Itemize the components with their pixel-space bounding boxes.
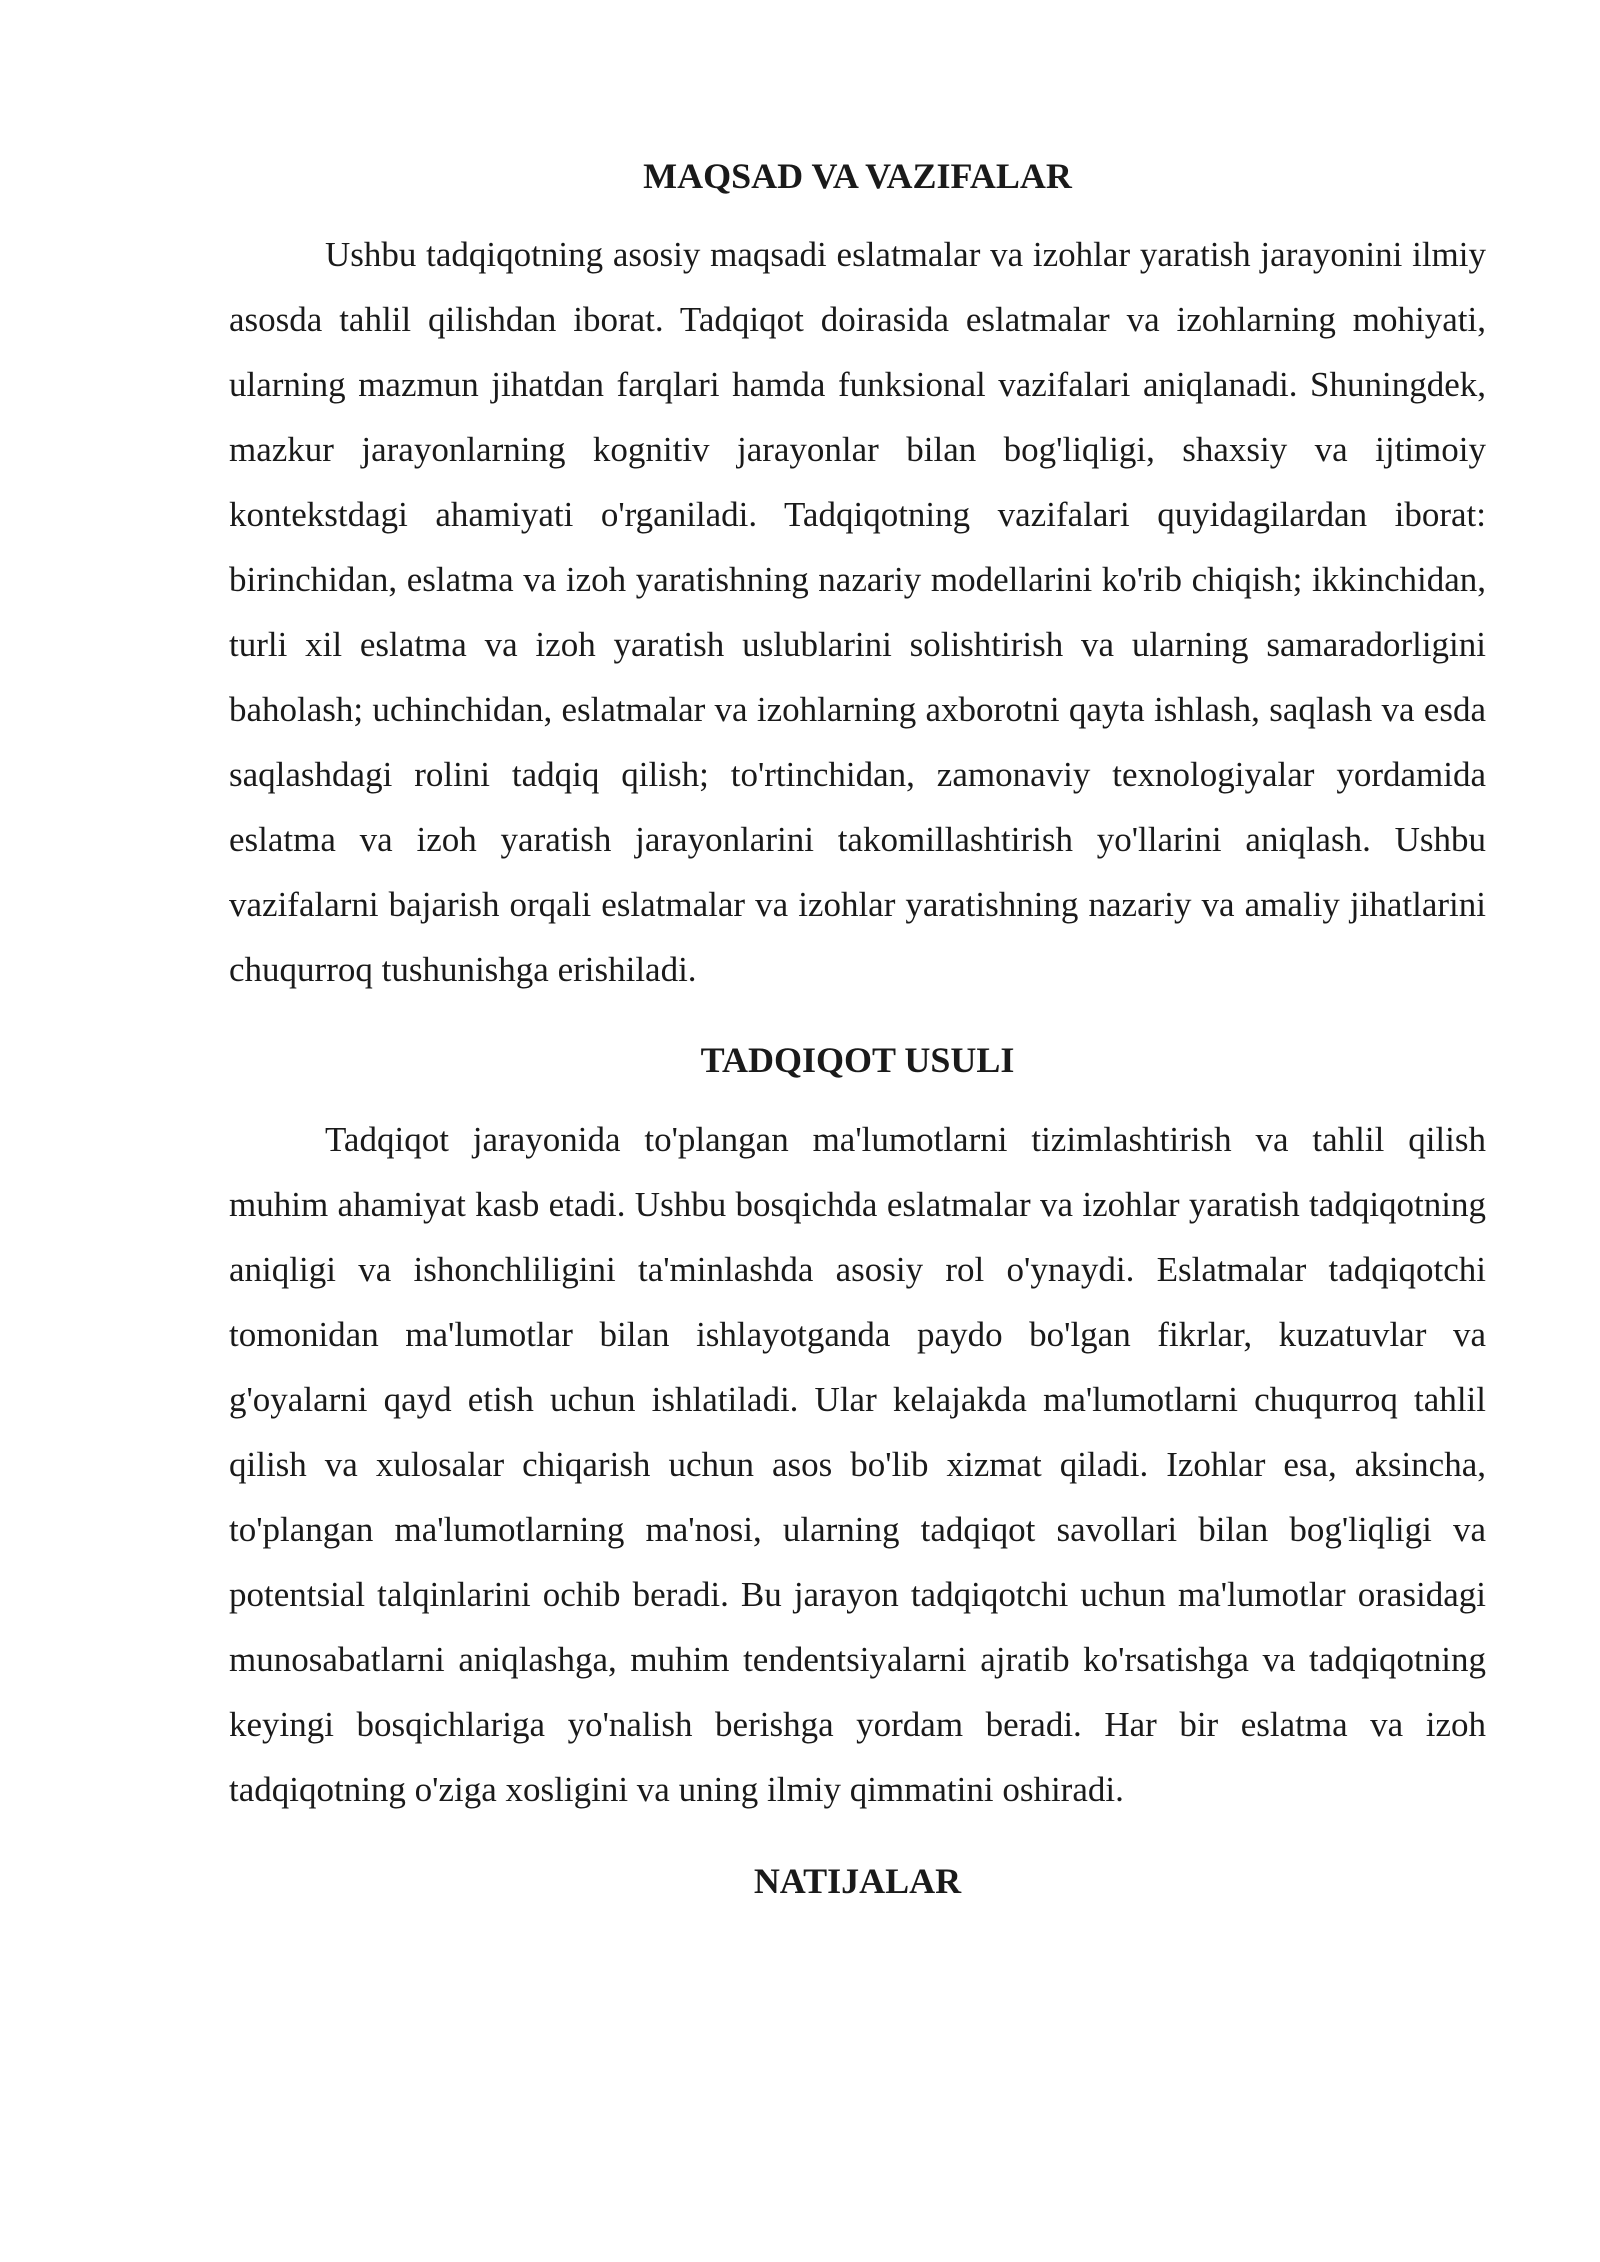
document-page bbox=[229, 150, 1486, 1907]
section-heading-usul: TADQIQOT USULI bbox=[700, 1040, 1015, 1080]
section-paragraph-maqsad: Ushbu tadqiqotning asosiy maqsadi eslatmalar va izohlar yaratish jarayonini ilmiy asosda tahlil qilishdan iborat. Tadqiqot doirasida eslatmalar va izohlarning mohiyati, ularning mazmun jihatdan farqlari hamda funksional vazifalari aniqlanadi. Shuningdek, mazkur jarayonlarning kognitiv jarayonlar bilan bog'liqligi, shaxsiy va ijtimoiy kontekstdagi ahamiyati o'rganiladi. Tadqiqotning vazifalari quyidagilardan iborat: birinchidan, eslatma va izoh yaratishning nazariy modellarini ko'rib chiqish; ikkinchidan, turli xil eslatma va izoh yaratish uslublarini solishtirish va ularning samaradorligini baholash; uchinchidan, eslatmalar va izohlarning axborotni qayta ishlash, saqlash va esda saqlashdagi rolini tadqiq qilish; to'rtinchidan, zamonaviy texnologiyalar yordamida eslatma va izoh yaratish jarayonlarini takomillashtirish yo'llarini aniqlash. Ushbu vazifalarni bajarish orqali eslatmalar va izohlar yaratishning nazariy va amaliy jihatlarini chuqurroq tushunishga erishiladi. bbox=[229, 235, 1486, 989]
section-heading-maqsad: MAQSAD VA VAZIFALAR bbox=[643, 156, 1072, 196]
section-paragraph-usul: Tadqiqot jarayonida to'plangan ma'lumotlarni tizimlashtirish va tahlil qilish muhim ahamiyat kasb etadi. Ushbu bosqichda eslatmalar va izohlar yaratish tadqiqotning aniqligi va ishonchliligini ta'minlashda asosiy rol o'ynaydi. Eslatmalar tadqiqotchi tomonidan ma'lumotlar bilan ishlayotganda paydo bo'lgan fikrlar, kuzatuvlar va g'oyalarni qayd etish uchun ishlatiladi. Ular kelajakda ma'lumotlarni chuqurroq tahlil qilish va xulosalar chiqarish uchun asos bo'lib xizmat qiladi. Izohlar esa, aksincha, to'plangan ma'lumotlarning ma'nosi, ularning tadqiqot savollari bilan bog'liqligi va potentsial talqinlarini ochib beradi. Bu jarayon tadqiqotchi uchun ma'lumotlar orasidagi munosabatlarni aniqlashga, muhim tendentsiyalarni ajratib ko'rsatishga va tadqiqotning keyingi bosqichlariga yo'nalish berishga yordam beradi. Har bir eslatma va izoh tadqiqotning o'ziga xosligini va uning ilmiy qimmatini oshiradi. bbox=[229, 1120, 1486, 1809]
section-heading-natijalar: NATIJALAR bbox=[753, 1861, 962, 1901]
